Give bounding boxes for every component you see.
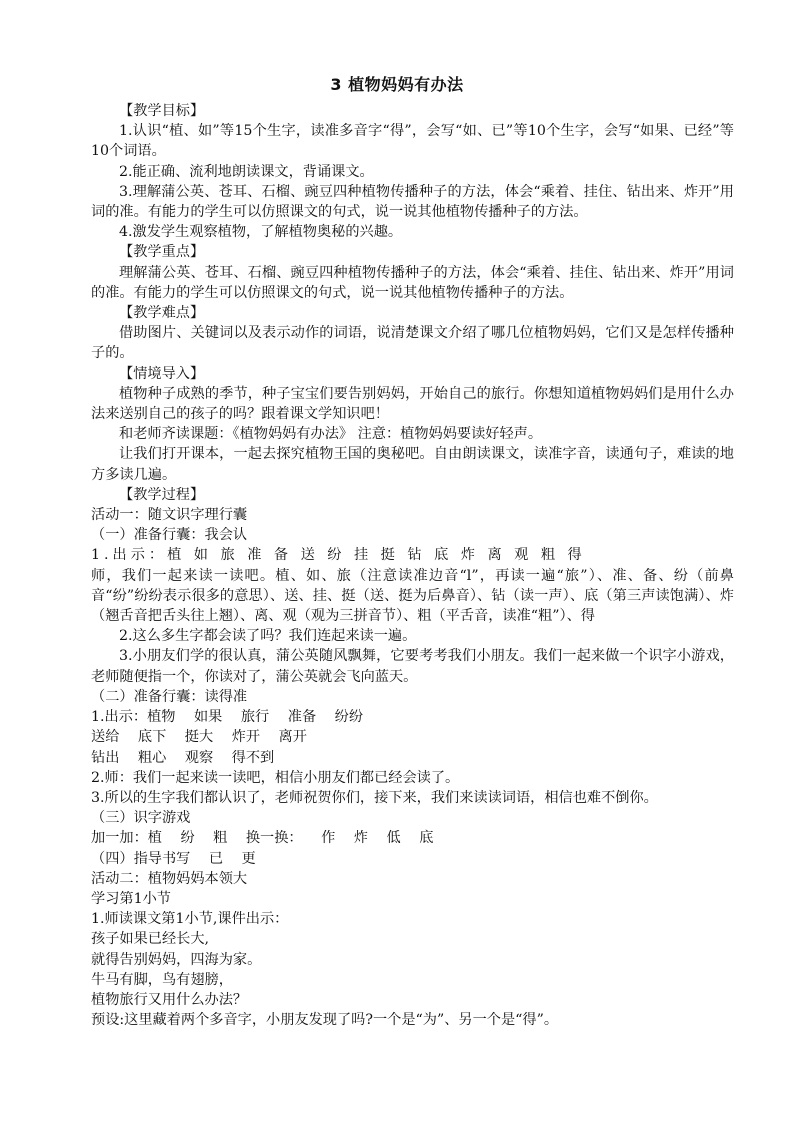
paragraph: 4.激发学生观察植物，了解植物奥秘的兴趣。 — [119, 224, 403, 241]
paragraph: 【教学目标】 — [119, 103, 205, 119]
paragraph: 植物旅行又用什么办法？ — [91, 991, 248, 1008]
paragraph: （三）识字游戏 — [91, 810, 191, 827]
paragraph: 牛马有脚，鸟有翅膀， — [91, 971, 233, 988]
paragraph: 1.师读课文第1小节,课件出示： — [91, 911, 289, 928]
paragraph: 1.出示：植 如 旅 准 备 送 纷 挂 挺 钻 底 炸 离 观 粗 得 — [91, 547, 586, 564]
paragraph: 钻出 粗心 观察 得不到 — [91, 749, 275, 766]
paragraph: 加一加：植 纷 粗 换一换： 作 炸 低 底 — [91, 830, 434, 847]
paragraph: 学习第1小节 — [91, 890, 171, 907]
paragraph: 【教学重点】 — [119, 244, 205, 261]
lesson-title: 3 植物妈妈有办法 — [330, 75, 464, 94]
paragraph: 师，我们一起来读一读吧。植、如、旅（注意读准边音“l”，再读一遍“旅”）、准、备、纷（前鼻音“纷”纷纷表示很多的意思）、送、挂、挺（送、挺为后鼻音）、钻（读一声）、底（第三声读饱满）、炸（翘舌音把舌头往上翘）、离、观（观为三拼音节）、粗（平舌音，读准“粗”）、得 — [91, 567, 734, 625]
paragraph: 3.小朋友们学的很认真，蒲公英随风飘舞，它要考考我们小朋友。我们一起来做一个识字小游戏，老师随便指一个，你读对了，蒲公英就会飞向蓝天。 — [91, 648, 734, 685]
paragraph: 1.认识“植、如”等15个生字，读准多音字“得”，会写“如、已”等10个生字，会写“如果、已经”等10个词语。 — [91, 123, 734, 160]
paragraph: （一）准备行囊：我会认 — [91, 527, 248, 544]
paragraph: 就得告别妈妈，四海为家。 — [91, 951, 262, 968]
paragraph: 【教学难点】 — [119, 305, 205, 322]
paragraph: 和老师齐读课题：《植物妈妈有办法》 注意：植物妈妈要读好轻声。 — [119, 426, 543, 443]
paragraph: 【教学过程】 — [119, 486, 205, 503]
paragraph: 活动二：植物妈妈本领大 — [91, 870, 248, 887]
paragraph: 2.这么多生字都会读了吗？我们连起来读一遍。 — [119, 628, 417, 645]
paragraph: 3.所以的生字我们都认识了，老师祝贺你们，接下来，我们来读读词语，相信也难不倒你。 — [91, 789, 658, 806]
paragraph: 孩子如果已经长大, — [91, 931, 210, 948]
paragraph: 借助图片、关键词以及表示动作的词语，说清楚课文介绍了哪几位植物妈妈，它们又是怎样传播种子的。 — [91, 325, 734, 362]
paragraph: （二）准备行囊：读得准 — [91, 688, 248, 705]
paragraph: 【情境导入】 — [119, 365, 205, 382]
paragraph: 2.能正确、流利地朗读课文，背诵课文。 — [119, 163, 374, 180]
lesson-body — [91, 101, 734, 1030]
paragraph: 2.师：我们一起来读一读吧，相信小朋友们都已经会读了。 — [91, 769, 460, 786]
paragraph: 让我们打开课本，一起去探究植物王国的奥秘吧。自由朗读课文，读准字音，读通句子，难读的地方多读几遍。 — [91, 446, 734, 483]
paragraph: 植物种子成熟的季节，种子宝宝们要告别妈妈，开始自己的旅行。你想知道植物妈妈们是用什么办法来送别自己的孩子的吗？跟着课文学知识吧！ — [91, 385, 734, 423]
paragraph: 预设:这里藏着两个多音字，小朋友发现了吗?一个是“为”、另一个是“得”。 — [91, 1012, 559, 1029]
paragraph: （四）指导书写 已 更 — [91, 850, 256, 867]
paragraph: 理解蒲公英、苍耳、石榴、豌豆四种植物传播种子的方法，体会“乘着、挂住、钻出来、炸开”用词的准。有能力的学生可以仿照课文的句式，说一说其他植物传播种子的方法。 — [91, 264, 734, 301]
paragraph: 1.出示：植物 如果 旅行 准备 纷纷 — [91, 709, 364, 726]
paragraph: 送给 底下 挺大 炸开 离开 — [91, 729, 307, 746]
paragraph: 活动一：随文识字理行囊 — [91, 507, 248, 524]
paragraph: 3.理解蒲公英、苍耳、石榴、豌豆四种植物传播种子的方法，体会“乘着、挂住、钻出来、炸开”用词的准。有能力的学生可以仿照课文的句式，说一说其他植物传播种子的方法。 — [91, 183, 734, 221]
